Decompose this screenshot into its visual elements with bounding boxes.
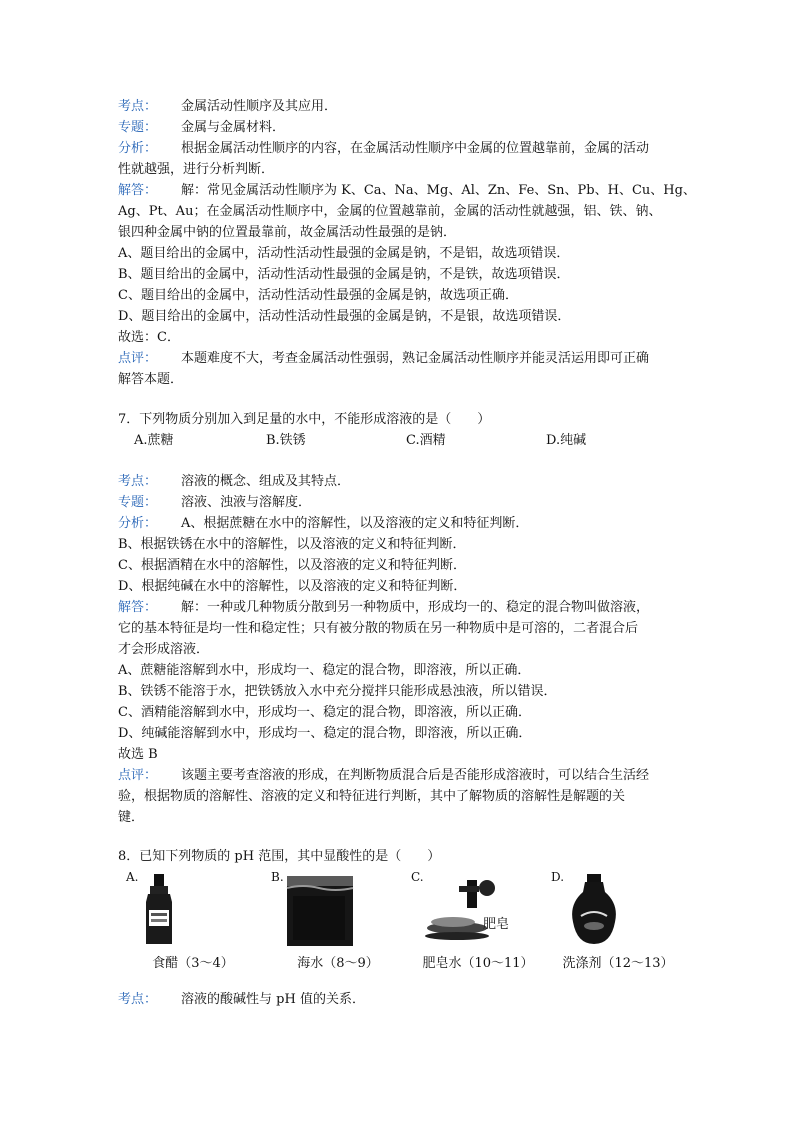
q7-zhuanti-line [118, 493, 694, 513]
q7-point-d: D、纯碱能溶解到水中，形成均一、稳定的混合物，即溶液，所以正确． [118, 726, 532, 741]
q6-point-d: D、题目给出的金属中，活动性活动性最强的金属是钠，不是银，故选项错误． [118, 309, 571, 324]
vinegar-bottle-icon [138, 872, 208, 950]
q7-option-c: C.酒精 [406, 433, 446, 448]
q7-answer: 故选 B [118, 747, 158, 762]
kaodian-tag: 考点： [118, 992, 158, 1007]
fenxi-text: 根据金属活动性顺序的内容，在金属活动性顺序中金属的位置越靠前，金属的活动 [181, 141, 650, 156]
q7-option-d: D.纯碱 [546, 433, 587, 448]
soap-water-icon [423, 872, 523, 950]
q7-option-b: B.铁锈 [266, 433, 306, 448]
q8-option-c-letter: C. [411, 870, 424, 884]
kaodian-text: 溶液的酸碱性与 pH 值的关系． [181, 992, 365, 1007]
q8-option-b [263, 868, 403, 978]
q7-jieda-line-3: 才会形成溶液． [118, 642, 210, 657]
kaodian-tag: 考点： [118, 99, 158, 114]
q8-option-images [118, 868, 698, 978]
q7-dianping-line-2: 验，根据物质的溶解性、溶液的定义和特征进行判断，其中了解物质的溶解性是解题的关 [118, 789, 626, 804]
q8-option-d-caption: 洗涤剂（12～13） [562, 956, 674, 971]
q8-option-a [118, 868, 258, 978]
q6-jieda-line [118, 181, 694, 201]
q6-point-a: A、题目给出的金属中，活动性活动性最强的金属是钠，不是铝，故选项错误． [118, 246, 570, 261]
q7-point-b: B、铁锈不能溶于水，把铁锈放入水中充分搅拌只能形成悬浊液，所以错误． [118, 684, 557, 699]
q7-fenxi-b: B、根据铁锈在水中的溶解性，以及溶液的定义和特征判断． [118, 537, 466, 552]
sea-water-icon [283, 872, 363, 950]
q7-fenxi-d: D、根据纯碱在水中的溶解性，以及溶液的定义和特征判断． [118, 579, 467, 594]
q6-jieda-line-2: Ag、Pt、Au；在金属活动性顺序中，金属的位置越靠前，金属的活动性就越强，铝、铁、钠、 [118, 204, 662, 219]
q7-dianping-line-3: 键． [118, 810, 145, 825]
q8-option-d [543, 868, 683, 978]
soap-label: 肥皂 [483, 917, 510, 932]
detergent-bottle-icon [563, 872, 633, 950]
kaodian-tag: 考点： [118, 474, 158, 489]
q8-stem: 8．已知下列物质的 pH 范围，其中显酸性的是（ ） [118, 849, 441, 864]
zhuanti-text: 金属与金属材料． [181, 120, 286, 135]
q8-option-a-letter: A. [126, 870, 139, 884]
q7-fenxi-c: C、根据酒精在水中的溶解性，以及溶液的定义和特征判断． [118, 558, 466, 573]
q7-dianping-line [118, 766, 694, 786]
kaodian-text: 金属活动性顺序及其应用． [181, 99, 338, 114]
zhuanti-tag: 专题： [118, 120, 158, 135]
fenxi-tag: 分析： [118, 141, 158, 156]
dianping-text: 本题难度不大，考查金属活动性强弱，熟记金属活动性顺序并能灵活运用即可正确 [181, 351, 650, 366]
q6-jieda-line-3: 银四种金属中钠的位置最靠前，故金属活动性最强的是钠． [118, 225, 457, 240]
q6-zhuanti-line [118, 118, 694, 138]
dianping-tag: 点评： [118, 768, 158, 783]
q6-point-b: B、题目给出的金属中，活动性活动性最强的金属是钠，不是铁，故选项错误． [118, 267, 570, 282]
q8-option-b-caption: 海水（8～9） [297, 956, 379, 971]
q6-point-c: C、题目给出的金属中，活动性活动性最强的金属是钠，故选项正确． [118, 288, 518, 303]
q7-fenxi-line [118, 514, 694, 534]
jieda-text: 解：一种或几种物质分散到另一种物质中，形成均一的、稳定的混合物叫做溶液， [181, 600, 650, 615]
q6-fenxi-line [118, 139, 694, 159]
q6-dianping-line-2: 解答本题． [118, 372, 184, 387]
q7-jieda-line-2: 它的基本特征是均一性和稳定性；只有被分散的物质在另一种物质中是可溶的，二者混合后 [118, 621, 639, 636]
q8-option-b-letter: B. [271, 870, 284, 884]
zhuanti-tag: 专题： [118, 495, 158, 510]
jieda-tag: 解答： [118, 183, 158, 198]
q8-kaodian-line [118, 990, 694, 1010]
zhuanti-text: 溶液、浊液与溶解度． [181, 495, 312, 510]
jieda-text: 解：常见金属活动性顺序为 K、Ca、Na、Mg、Al、Zn、Fe、Sn、Pb、H、Cu、Hg、 [181, 183, 696, 198]
q8-option-d-letter: D. [551, 870, 565, 884]
jieda-tag: 解答： [118, 600, 158, 615]
q7-options [118, 431, 694, 451]
q6-dianping-line [118, 349, 694, 369]
q8-option-a-caption: 食醋（3～4） [152, 956, 234, 971]
q7-option-a: A.蔗糖 [134, 433, 174, 448]
q7-point-c: C、酒精能溶解到水中，形成均一、稳定的混合物，即溶液，所以正确． [118, 705, 531, 720]
q6-kaodian-line [118, 97, 694, 117]
dianping-tag: 点评： [118, 351, 158, 366]
kaodian-text: 溶液的概念、组成及其特点． [181, 474, 351, 489]
q7-stem: 7．下列物质分别加入到足量的水中，不能形成溶液的是（ ） [118, 412, 491, 427]
fenxi-text: A、根据蔗糖在水中的溶解性，以及溶液的定义和特征判断． [181, 516, 529, 531]
q6-answer: 故选：C． [118, 330, 180, 345]
q7-kaodian-line [118, 472, 694, 492]
fenxi-tag: 分析： [118, 516, 158, 531]
q7-point-a: A、蔗糖能溶解到水中，形成均一、稳定的混合物，即溶液，所以正确． [118, 663, 531, 678]
q8-option-c-caption: 肥皂水（10～11） [422, 956, 534, 971]
q6-fenxi-line-2: 性就越强，进行分析判断． [118, 162, 275, 177]
q7-jieda-line [118, 598, 694, 618]
dianping-text: 该题主要考查溶液的形成，在判断物质混合后是否能形成溶液时，可以结合生活经 [181, 768, 650, 783]
q8-option-c [403, 868, 543, 978]
